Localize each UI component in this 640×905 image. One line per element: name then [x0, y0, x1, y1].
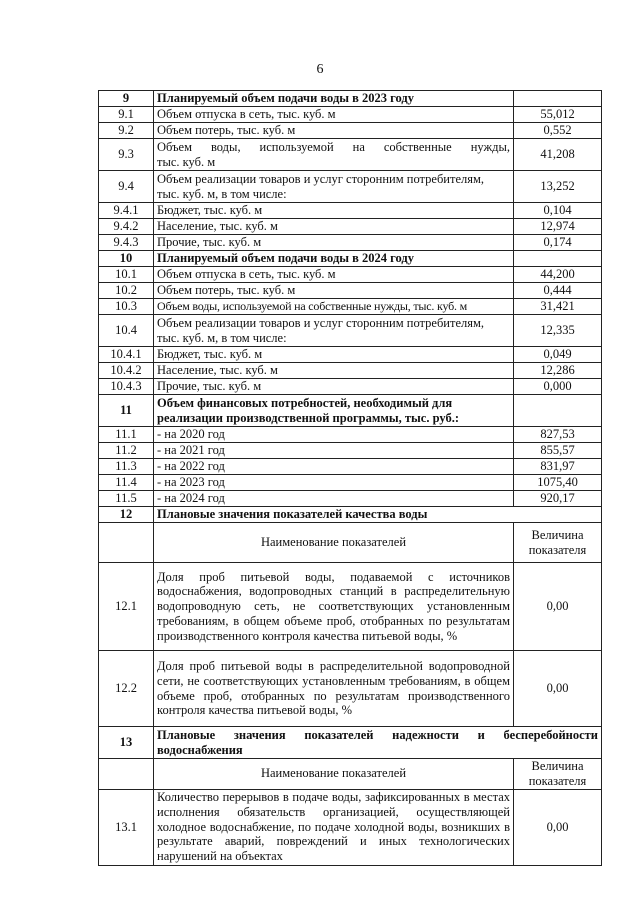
- row-description: - на 2022 год: [154, 459, 514, 475]
- row-number: 10.4: [99, 315, 154, 347]
- table-row: [99, 363, 602, 379]
- section-11-header: [99, 395, 602, 427]
- section-title: Плановые значения показателей надежности и бесперебойности водоснабжения: [154, 727, 602, 759]
- row-value: 0,552: [514, 123, 602, 139]
- section-title: Планируемый объем подачи воды в 2024 году: [154, 251, 514, 267]
- table-row: [99, 563, 602, 651]
- table-row: [99, 789, 602, 865]
- row-number: 11.5: [99, 491, 154, 507]
- column-header-line: показателя: [528, 542, 587, 557]
- row-value: 41,208: [514, 139, 602, 171]
- row-number: 11.4: [99, 475, 154, 491]
- section-title: Планируемый объем подачи воды в 2023 году: [154, 91, 514, 107]
- row-description: Прочие, тыс. куб. м: [154, 379, 514, 395]
- row-value: 0,000: [514, 379, 602, 395]
- row-value: 1075,40: [514, 475, 602, 491]
- program-table: [98, 90, 602, 866]
- table-row: [99, 203, 602, 219]
- row-number: 10.1: [99, 267, 154, 283]
- row-number: 10.4.3: [99, 379, 154, 395]
- row-number: 10.2: [99, 283, 154, 299]
- row-description-line: Объем воды, используемой на собственные нужды,: [157, 139, 510, 154]
- table-row: [99, 283, 602, 299]
- section-12-header: [99, 507, 602, 523]
- column-header-line: Величина: [531, 527, 584, 542]
- column-header-row: [99, 759, 602, 790]
- table-row: [99, 491, 602, 507]
- section-13-header: [99, 727, 602, 759]
- section-number: 9: [99, 91, 154, 107]
- row-number: 9.4: [99, 171, 154, 203]
- row-description: [154, 171, 514, 203]
- row-description: - на 2024 год: [154, 491, 514, 507]
- section-title-line: Объем финансовых потребностей, необходимый для: [157, 395, 453, 410]
- column-header-name: Наименование показателей: [154, 523, 514, 563]
- row-number: 11.3: [99, 459, 154, 475]
- table-row: [99, 219, 602, 235]
- table-row: [99, 459, 602, 475]
- table-row: [99, 139, 602, 171]
- row-value: 0,174: [514, 235, 602, 251]
- column-header-row: [99, 523, 602, 563]
- row-number: 9.4.3: [99, 235, 154, 251]
- table-row: [99, 427, 602, 443]
- row-number: 9.2: [99, 123, 154, 139]
- row-description: - на 2023 год: [154, 475, 514, 491]
- row-description: Доля проб питьевой воды в распределительной водопроводной сети, не соответствующих установленным требованиям, в общем объеме проб, отобранных по результатам производственного контроля качества питьевой воды, %: [154, 651, 514, 727]
- row-description: Бюджет, тыс. куб. м: [154, 203, 514, 219]
- row-value: 0,00: [514, 789, 602, 865]
- column-header-value: [514, 523, 602, 563]
- row-value: 0,444: [514, 283, 602, 299]
- row-number: 9.3: [99, 139, 154, 171]
- row-description: Объем отпуска в сеть, тыс. куб. м: [154, 267, 514, 283]
- row-value: 12,335: [514, 315, 602, 347]
- row-value: 0,00: [514, 651, 602, 727]
- row-number: 9.1: [99, 107, 154, 123]
- row-value: 0,049: [514, 347, 602, 363]
- row-value: 55,012: [514, 107, 602, 123]
- row-number: 10.4.2: [99, 363, 154, 379]
- section-title-line: реализации производственной программы, тыс. руб.:: [157, 410, 459, 425]
- table-row: [99, 651, 602, 727]
- table-row: [99, 107, 602, 123]
- section-number: 12: [99, 507, 154, 523]
- row-description: Бюджет, тыс. куб. м: [154, 347, 514, 363]
- row-description-line: Объем реализации товаров и услуг сторонним потребителям,: [157, 171, 485, 186]
- table-row: [99, 235, 602, 251]
- row-description: Объем отпуска в сеть, тыс. куб. м: [154, 107, 514, 123]
- row-number: 9.4.1: [99, 203, 154, 219]
- table-row: [99, 315, 602, 347]
- table-row: [99, 443, 602, 459]
- row-description: Объем воды, используемой на собственные нужды, тыс. куб. м: [154, 299, 514, 315]
- column-header-name: Наименование показателей: [154, 759, 514, 790]
- section-number: 13: [99, 727, 154, 759]
- row-value: 855,57: [514, 443, 602, 459]
- row-number: 12.1: [99, 563, 154, 651]
- row-description: - на 2021 год: [154, 443, 514, 459]
- section-number: 11: [99, 395, 154, 427]
- row-description: [154, 139, 514, 171]
- column-header-line: Величина: [531, 759, 584, 773]
- row-description: [154, 315, 514, 347]
- table-row: [99, 299, 602, 315]
- column-header-value: [514, 759, 602, 790]
- row-description: Объем потерь, тыс. куб. м: [154, 123, 514, 139]
- column-header-line: показателя: [528, 773, 587, 788]
- row-description-line: Объем реализации товаров и услуг сторонним потребителям,: [157, 315, 485, 330]
- row-description-line: тыс. куб. м, в том числе:: [157, 186, 287, 201]
- row-number: 13.1: [99, 789, 154, 865]
- row-description: Население, тыс. куб. м: [154, 363, 514, 379]
- row-value: 44,200: [514, 267, 602, 283]
- row-number: 11.1: [99, 427, 154, 443]
- row-value: 31,421: [514, 299, 602, 315]
- page-number: 6: [316, 62, 324, 77]
- row-description: Население, тыс. куб. м: [154, 219, 514, 235]
- row-value: 12,974: [514, 219, 602, 235]
- row-value: 13,252: [514, 171, 602, 203]
- row-number: 10.4.1: [99, 347, 154, 363]
- row-description: - на 2020 год: [154, 427, 514, 443]
- row-number: 9.4.2: [99, 219, 154, 235]
- row-value: 0,104: [514, 203, 602, 219]
- row-description-line: тыс. куб. м: [157, 154, 216, 169]
- row-value: 827,53: [514, 427, 602, 443]
- table-row: [99, 379, 602, 395]
- table-row: [99, 171, 602, 203]
- row-description: Прочие, тыс. куб. м: [154, 235, 514, 251]
- row-value: 12,286: [514, 363, 602, 379]
- row-description: Количество перерывов в подаче воды, зафиксированных в местах исполнения обязательств организацией, осуществляющей холодное водоснабжение, по подаче холодной воды, возникших в результате аварий, повреждений и иных технологических нарушений на объектах: [154, 789, 514, 865]
- section-9-header: [99, 91, 602, 107]
- section-10-header: [99, 251, 602, 267]
- row-number: 11.2: [99, 443, 154, 459]
- row-value: 920,17: [514, 491, 602, 507]
- table-row: [99, 267, 602, 283]
- section-title: Плановые значения показателей качества воды: [154, 507, 602, 523]
- row-description: Доля проб питьевой воды, подаваемой с источников водоснабжения, водопроводных станций в распределительную водопроводную сеть, не соответствующих установленным требованиям, в общем объеме проб, отобранных по результатам производственного контроля качества питьевой воды, %: [154, 563, 514, 651]
- row-description-line: тыс. куб. м, в том числе:: [157, 330, 287, 345]
- section-title: [154, 395, 514, 427]
- table-row: [99, 347, 602, 363]
- row-description: Объем потерь, тыс. куб. м: [154, 283, 514, 299]
- table-row: [99, 123, 602, 139]
- section-number: 10: [99, 251, 154, 267]
- table-row: [99, 475, 602, 491]
- row-value: 0,00: [514, 563, 602, 651]
- row-number: 10.3: [99, 299, 154, 315]
- row-number: 12.2: [99, 651, 154, 727]
- row-value: 831,97: [514, 459, 602, 475]
